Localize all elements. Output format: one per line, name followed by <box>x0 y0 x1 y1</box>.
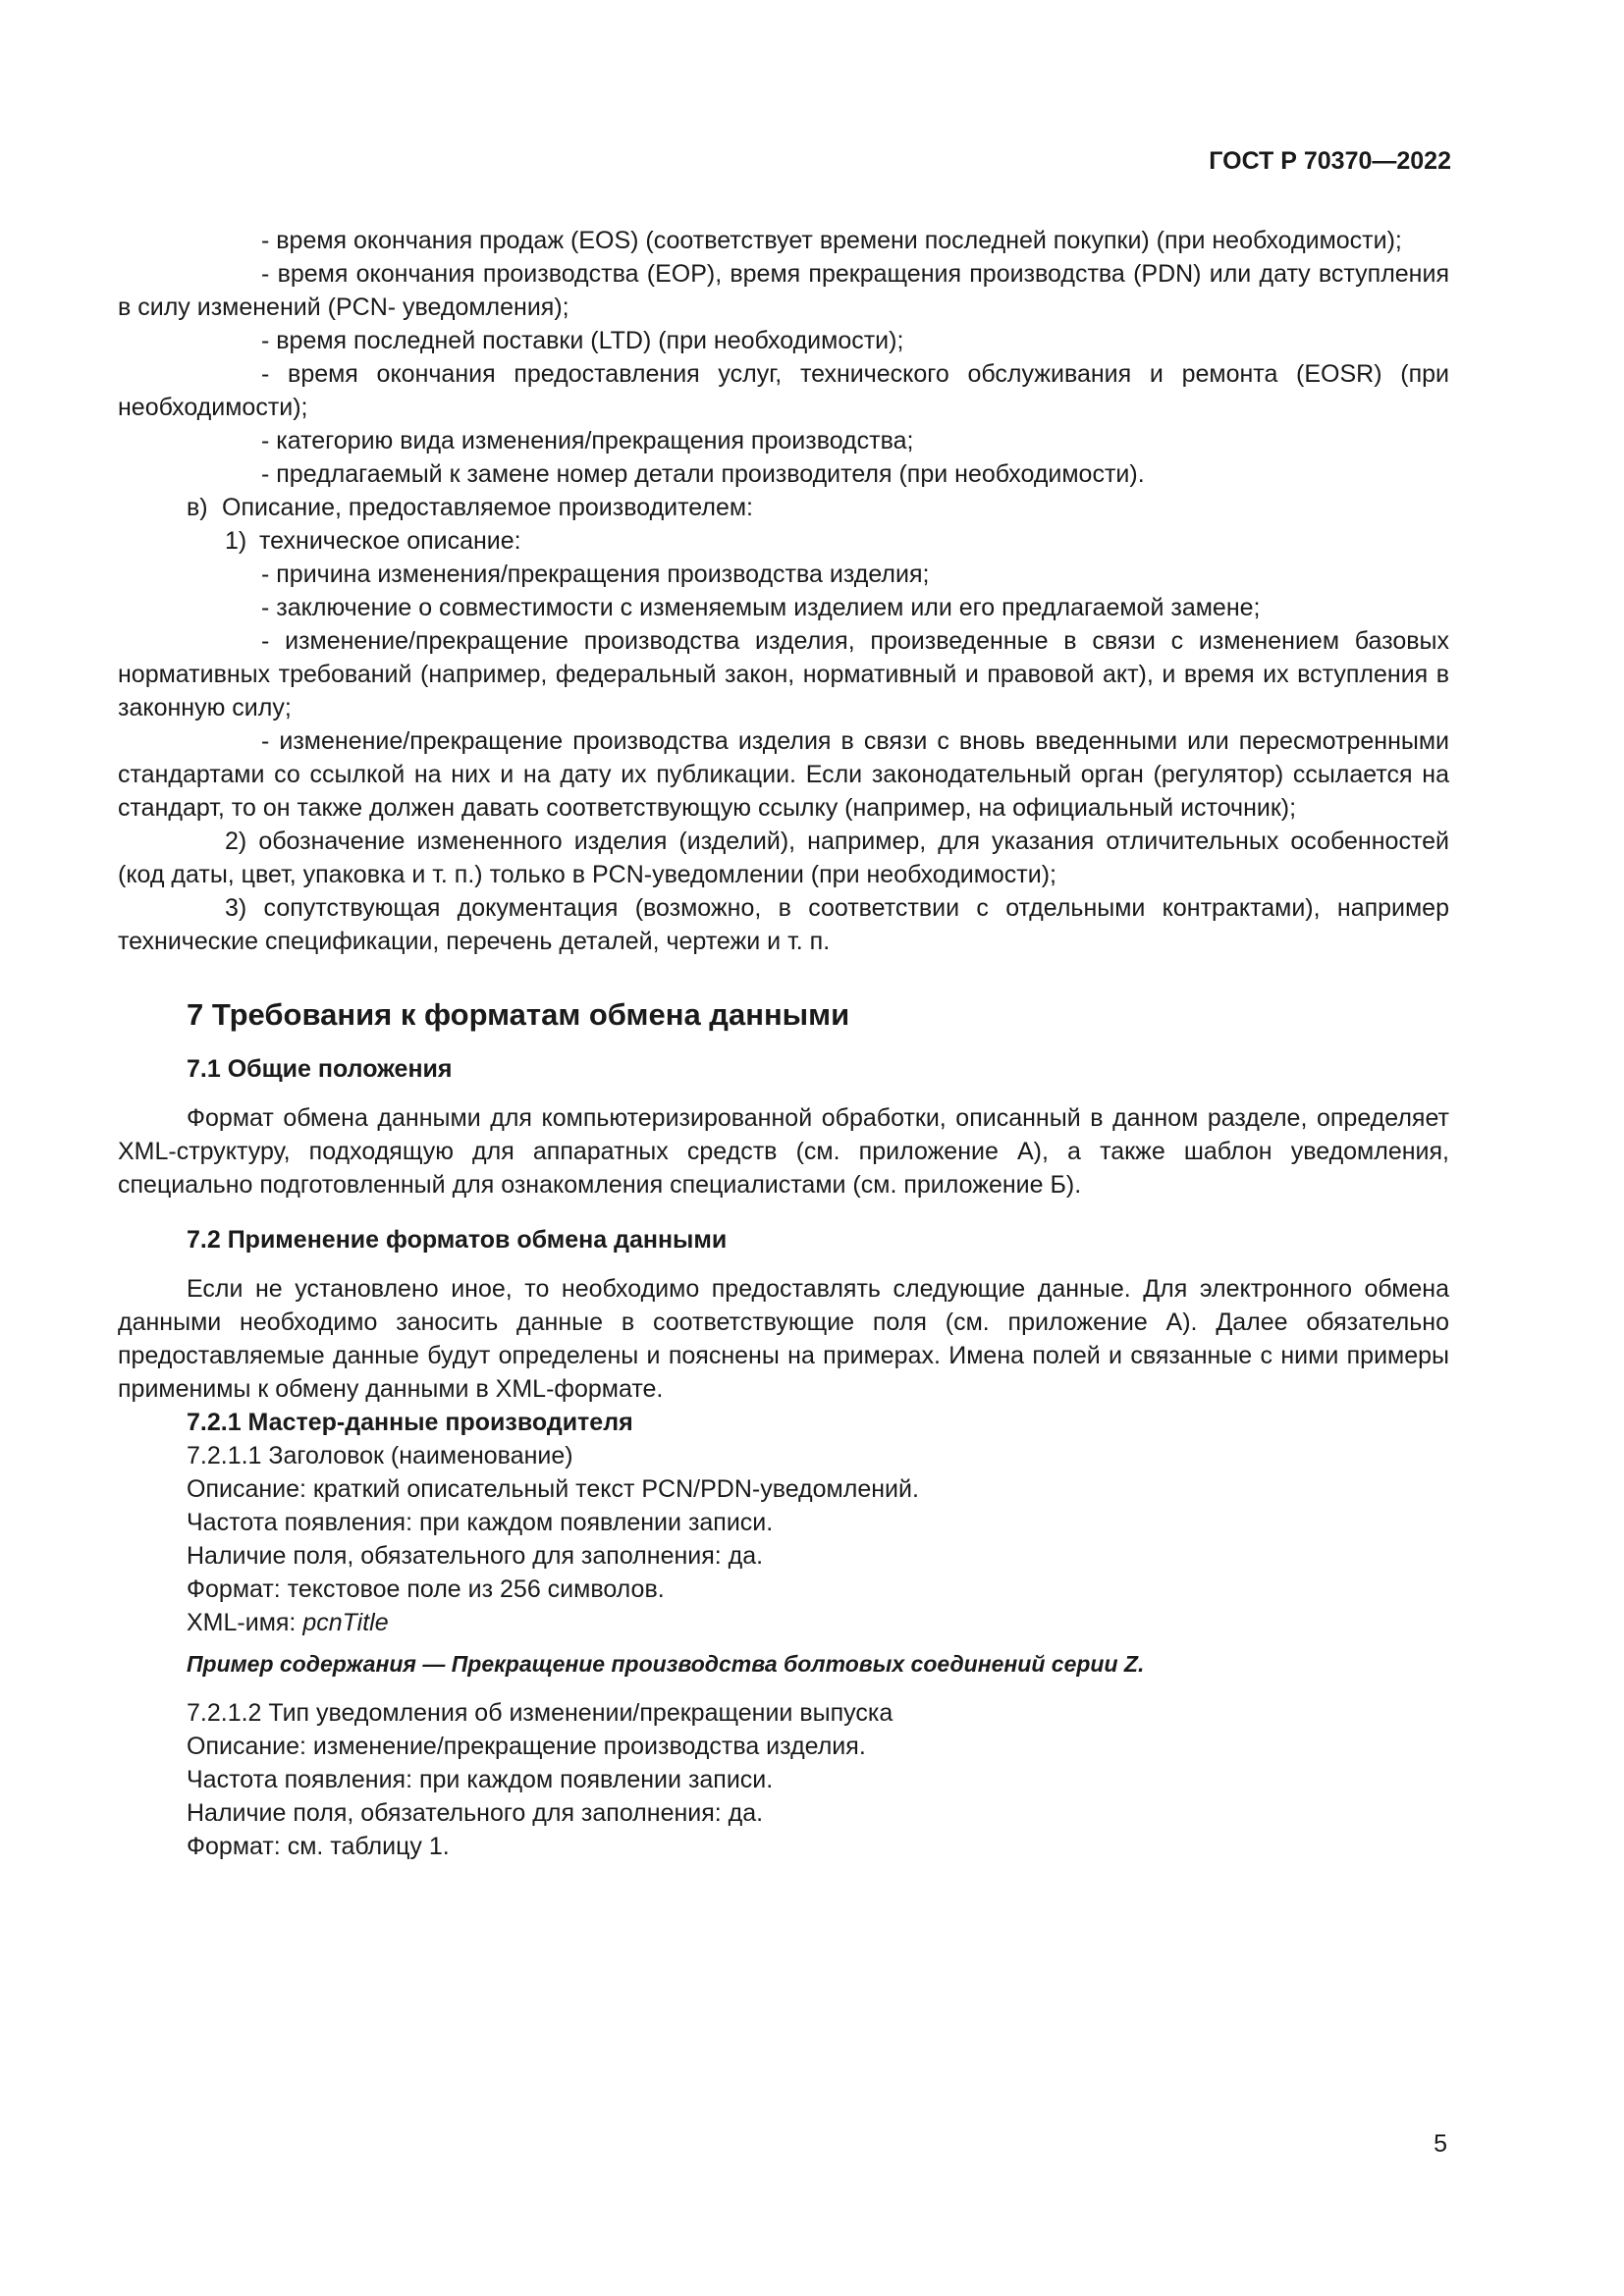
page-content <box>118 224 1449 1863</box>
list-item-1: 1) техническое описание: <box>118 524 1449 558</box>
field-frequency: Частота появления: при каждом появлении записи. <box>187 1766 774 1793</box>
field-required: Наличие поля, обязательного для заполнения: да. <box>187 1542 764 1570</box>
list-label: 1) <box>225 527 247 555</box>
list-item: - изменение/прекращение производства изделия, произведенные в связи с изменением базовых нормативных требований (например, федеральный закон, нормативный и правовой акт), и время их вступления в законную силу; <box>118 627 1449 721</box>
section-7-heading: 7 Требования к форматам обмена данными <box>187 997 850 1032</box>
list-label: в) <box>187 494 208 521</box>
field-description: Описание: изменение/прекращение производства изделия. <box>187 1733 866 1760</box>
xml-identifier: pcnTitle <box>302 1609 389 1636</box>
list-item-3: 3) сопутствующая документация (возможно, в соответствии с отдельными контрактами), например технические спецификации, перечень деталей, чертежи и т. п. <box>118 894 1449 955</box>
list-item: - время последней поставки (LTD) (при необходимости); <box>261 327 904 354</box>
list-item: - предлагаемый к замене номер детали производителя (при необходимости). <box>261 460 1145 488</box>
list-item: - причина изменения/прекращения производства изделия; <box>261 561 930 588</box>
field-required: Наличие поля, обязательного для заполнения: да. <box>187 1799 764 1827</box>
field-xml-name: XML-имя: pcnTitle <box>187 1609 389 1636</box>
document-number: ГОСТ Р 70370—2022 <box>1209 147 1451 175</box>
list-item-2: 2) обозначение измененного изделия (изделий), например, для указания отличительных особенностей (код даты, цвет, упаковка и т. п.) только в PCN-уведомлении (при необходимости); <box>118 828 1449 888</box>
field-description: Описание: краткий описательный текст PCN/PDN-уведомлений. <box>187 1475 919 1503</box>
page-number: 5 <box>1434 2130 1447 2158</box>
field-frequency: Частота появления: при каждом появлении записи. <box>187 1509 774 1536</box>
section-7-1-text: Формат обмена данными для компьютеризированной обработки, описанный в данном разделе, определяет XML-структуру, подходящую для аппаратных средств (см. приложение А), а также шаблон уведомления, специально подготовленный для ознакомления специалистами (см. приложение Б). <box>118 1104 1449 1199</box>
list-item: - заключение о совместимости с изменяемым изделием или его предлагаемой замене; <box>261 594 1261 621</box>
list-item: - изменение/прекращение производства изделия в связи с вновь введенными или пересмотренными стандартами со ссылкой на них и на дату их публикации. Если законодательный орган (регулятор) ссылается на стандарт, то он также должен давать соответствующую ссылку (например, на официальный источник); <box>118 727 1449 822</box>
example-note: Пример содержания — Прекращение производства болтовых соединений серии Z. <box>187 1651 1145 1677</box>
list-item: - время окончания предоставления услуг, технического обслуживания и ремонта (EOSR) (при необходимости); <box>118 360 1449 421</box>
field-title: 7.2.1.2 Тип уведомления об изменении/прекращении выпуска <box>187 1699 893 1727</box>
section-7-1-heading: 7.1 Общие положения <box>187 1055 453 1083</box>
section-7-2-1-heading: 7.2.1 Мастер-данные производителя <box>187 1409 633 1436</box>
list-item: - время окончания продаж (EOS) (соответствует времени последней покупки) (при необходимости); <box>261 227 1402 254</box>
field-format: Формат: см. таблицу 1. <box>187 1833 450 1860</box>
list-item-v: в) Описание, предоставляемое производителем: <box>118 491 1449 524</box>
section-7-2-text: Если не установлено иное, то необходимо предоставлять следующие данные. Для электронного обмена данными необходимо заносить данные в соответствующие поля (см. приложение А). Далее обязательно предоставляемые данные будут определены и пояснены на примерах. Имена полей и связанные с ними примеры применимы к обмену данными в XML-формате. <box>118 1275 1449 1403</box>
section-7-2-heading: 7.2 Применение форматов обмена данными <box>187 1226 728 1254</box>
field-format: Формат: текстовое поле из 256 символов. <box>187 1575 665 1603</box>
list-item: - категорию вида изменения/прекращения производства; <box>261 427 914 454</box>
list-item: - время окончания производства (EOP), время прекращения производства (PDN) или дату вступления в силу изменений (PCN- уведомления); <box>118 260 1449 321</box>
field-title: 7.2.1.1 Заголовок (наименование) <box>187 1442 573 1469</box>
